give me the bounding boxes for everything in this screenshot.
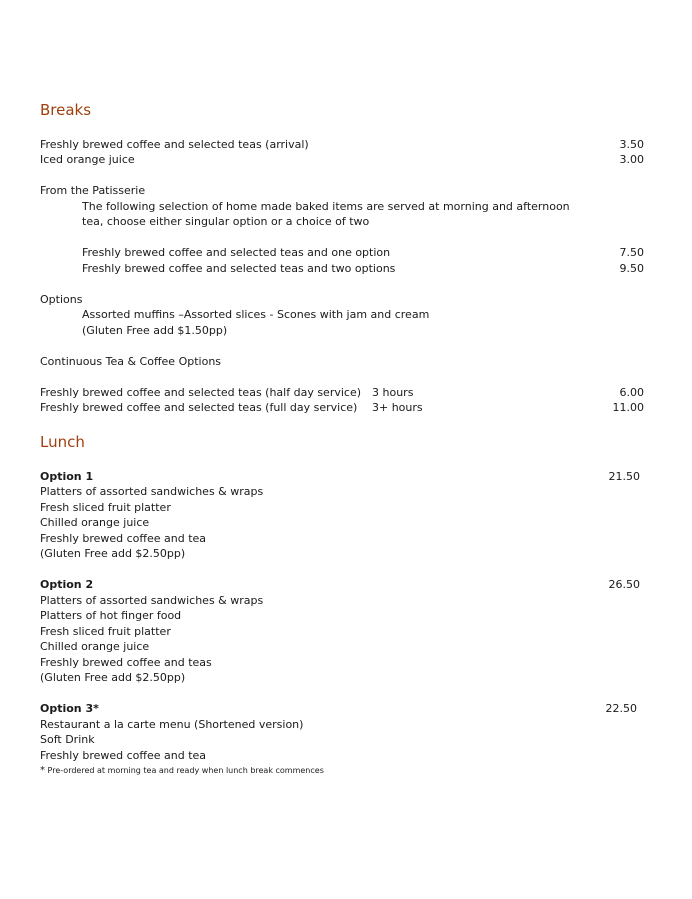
patisserie-description: The following selection of home made baked items are served at morning and afternoon (82, 200, 570, 213)
lunch-option-line: Restaurant a la carte menu (Shortened version) (40, 718, 304, 731)
continuous-item-label: Freshly brewed coffee and selected teas (half day service) (40, 386, 362, 399)
breaks-item-label: Freshly brewed coffee and selected teas (arrival) (40, 138, 309, 151)
lunch-option-line: Platters of assorted sandwiches & wraps (40, 485, 264, 498)
lunch-option-line: (Gluten Free add $2.50pp) (40, 671, 186, 684)
lunch-option-line: Freshly brewed coffee and teas (40, 656, 212, 669)
lunch-footnote (40, 765, 324, 777)
patisserie-title: From the Patisserie (40, 184, 146, 197)
lunch-option-line: Fresh sliced fruit platter (40, 625, 171, 638)
breaks-item-price: 3.00 (619, 153, 644, 166)
footnote-text: Pre-ordered at morning tea and ready when lunch break commences (47, 766, 324, 775)
options-title: Options (40, 293, 83, 306)
breaks-heading: Breaks (40, 101, 92, 119)
lunch-option-price: 21.50 (608, 470, 640, 483)
continuous-item-price: 6.00 (619, 386, 644, 399)
lunch-option-line: Fresh sliced fruit platter (40, 501, 171, 514)
lunch-option-line: Freshly brewed coffee and tea (40, 532, 207, 545)
lunch-option-title: Option 1 (40, 470, 94, 483)
continuous-item-label: Freshly brewed coffee and selected teas (full day service) (40, 401, 358, 414)
options-line: (Gluten Free add $1.50pp) (82, 324, 228, 337)
lunch-option-price: 22.50 (605, 702, 637, 715)
continuous-title: Continuous Tea & Coffee Options (40, 355, 222, 368)
patisserie-item-label: Freshly brewed coffee and selected teas and two options (82, 262, 396, 275)
patisserie-description: tea, choose either singular option or a choice of two (82, 215, 370, 228)
lunch-option-title: Option 3* (40, 702, 99, 715)
lunch-option-line: Chilled orange juice (40, 516, 150, 529)
continuous-item-duration: 3 hours (372, 386, 414, 399)
patisserie-item-label: Freshly brewed coffee and selected teas and one option (82, 246, 391, 259)
continuous-item-duration: 3+ hours (372, 401, 423, 414)
lunch-option-price: 26.50 (608, 578, 640, 591)
options-line: Assorted muffins –Assorted slices - Scones with jam and cream (82, 308, 430, 321)
lunch-heading: Lunch (40, 433, 85, 451)
breaks-item-label: Iced orange juice (40, 153, 135, 166)
footnote-mark: * (40, 765, 45, 776)
breaks-item-price: 3.50 (619, 138, 644, 151)
lunch-option-line: Platters of hot finger food (40, 609, 182, 622)
patisserie-item-price: 9.50 (619, 262, 644, 275)
lunch-option-line: (Gluten Free add $2.50pp) (40, 547, 186, 560)
patisserie-item-price: 7.50 (619, 246, 644, 259)
lunch-option-line: Freshly brewed coffee and tea (40, 749, 207, 762)
lunch-option-line: Soft Drink (40, 733, 95, 746)
lunch-option-title: Option 2 (40, 578, 94, 591)
lunch-option-line: Platters of assorted sandwiches & wraps (40, 594, 264, 607)
lunch-option-line: Chilled orange juice (40, 640, 150, 653)
continuous-item-price: 11.00 (612, 401, 644, 414)
